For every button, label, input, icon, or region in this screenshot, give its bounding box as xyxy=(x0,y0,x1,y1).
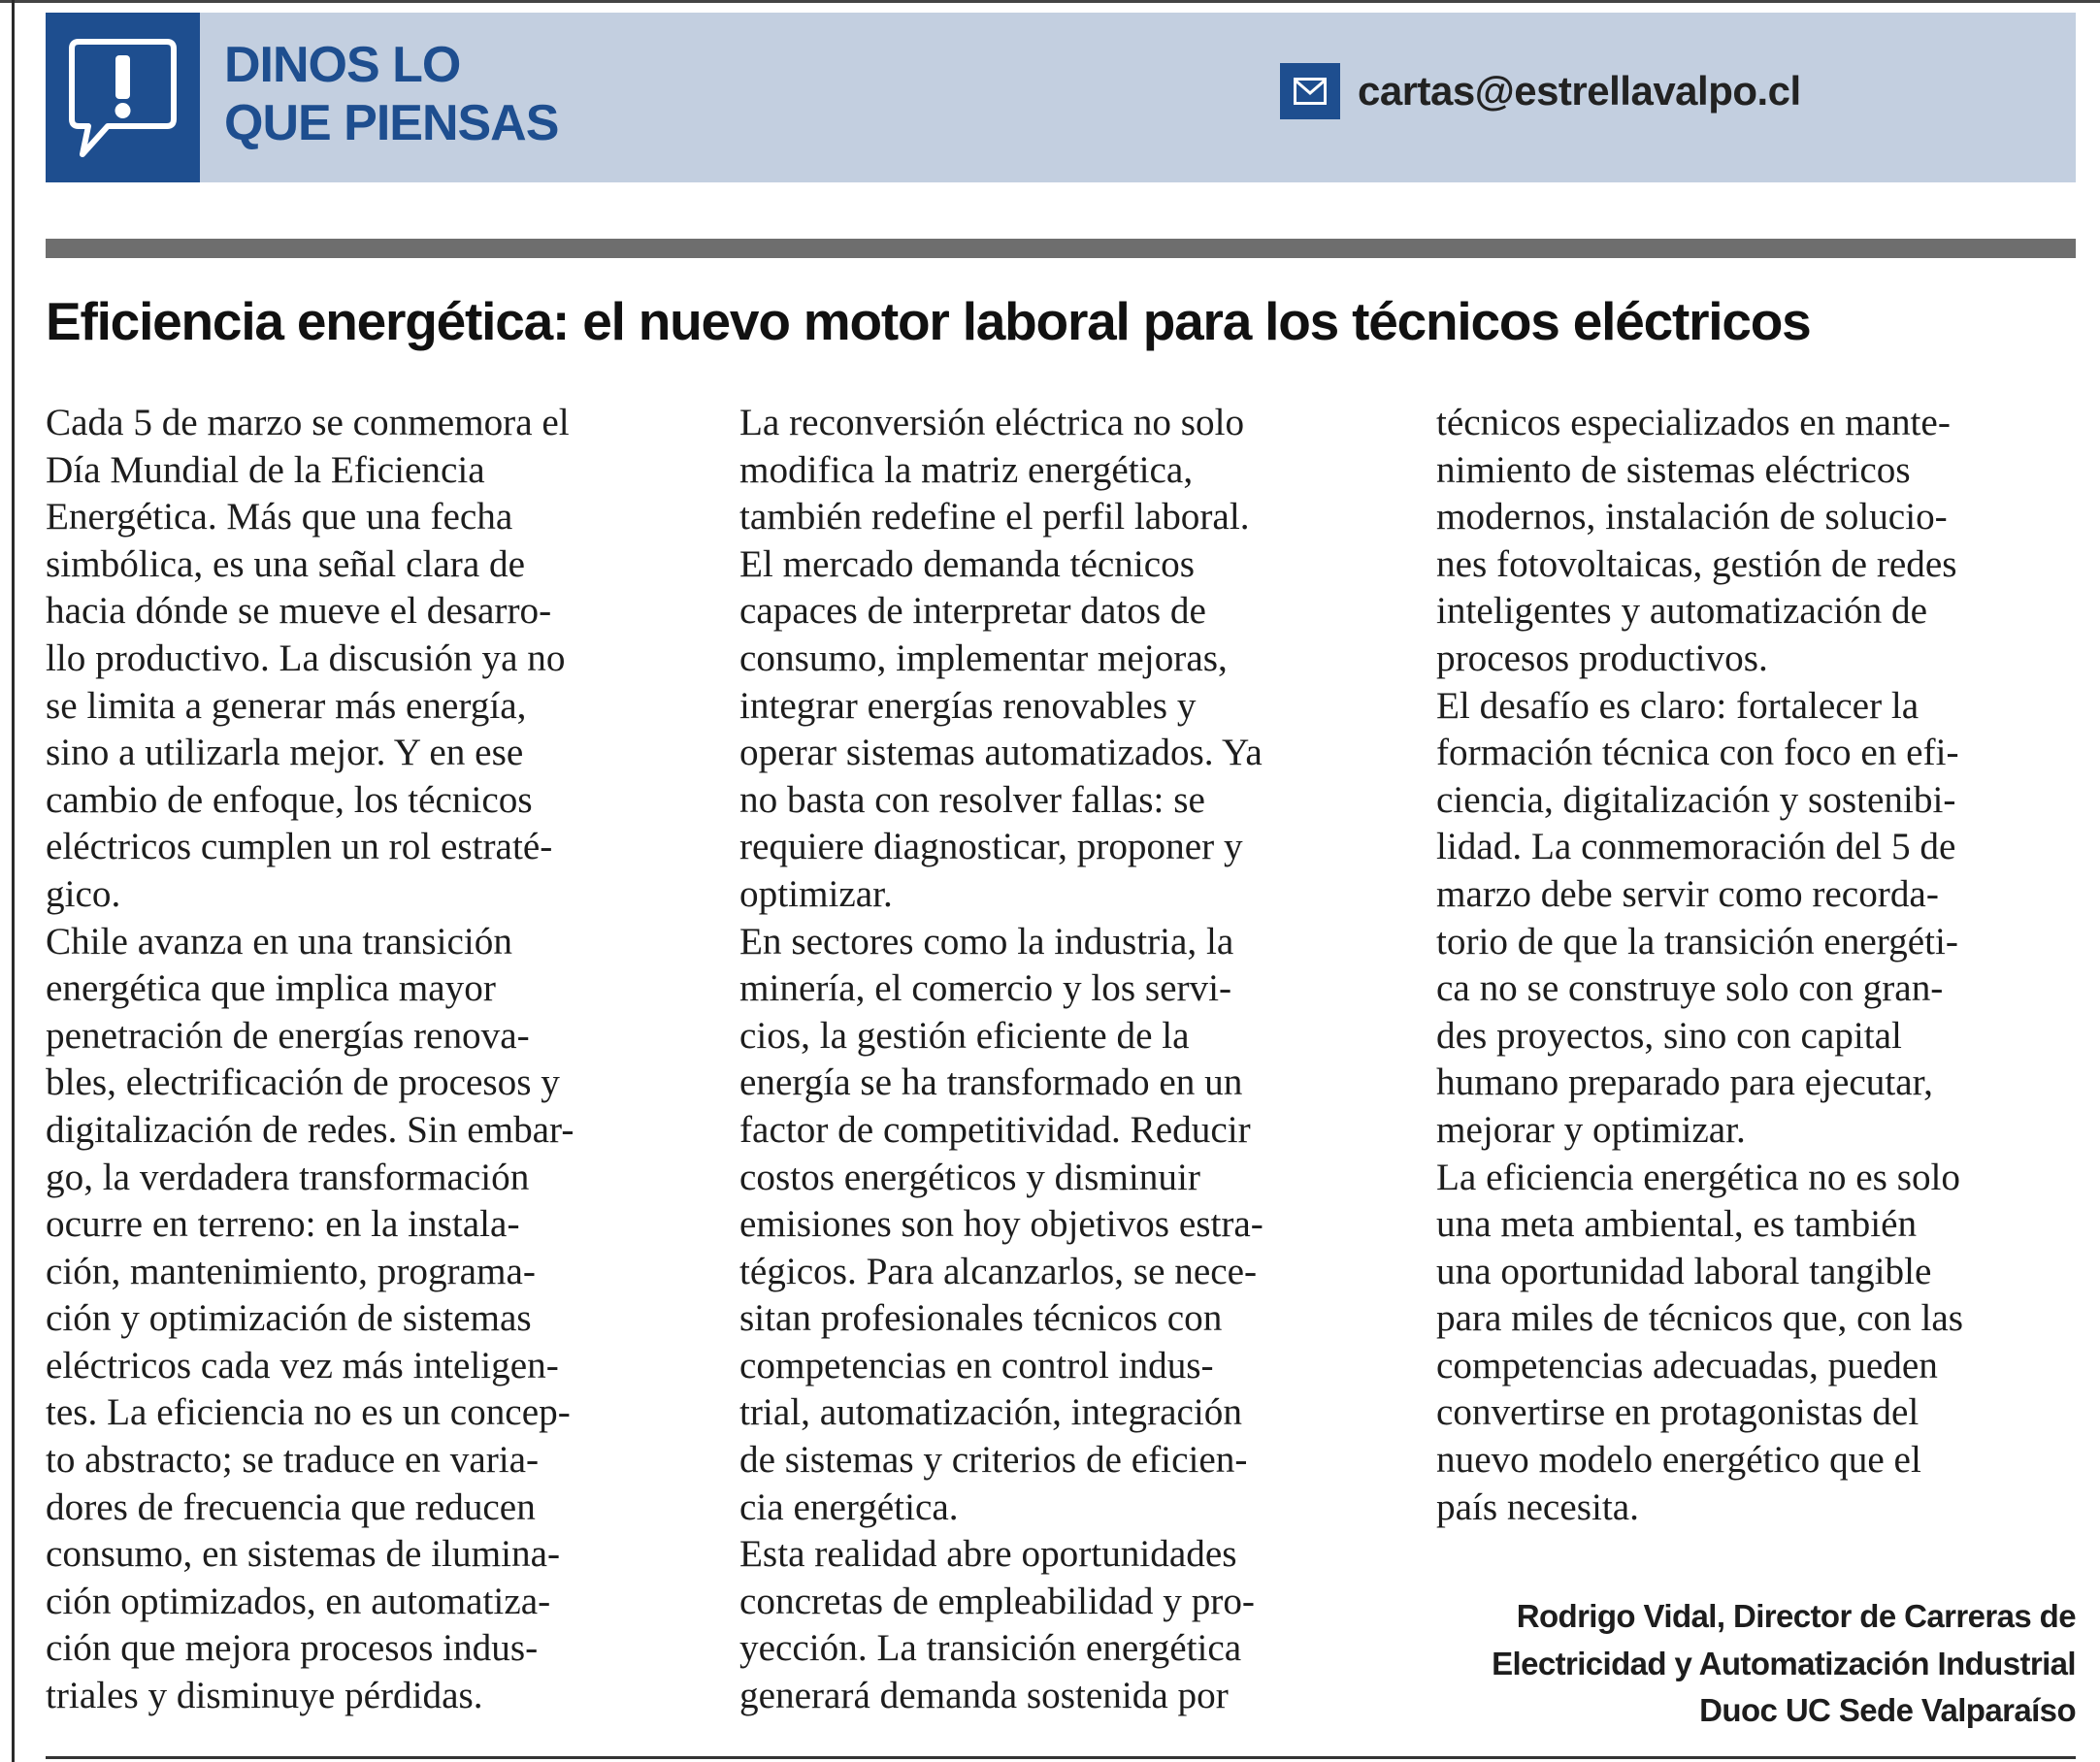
article-text-line: se limita a generar más energía, xyxy=(46,684,527,727)
article-text-line: bles, electrificación de procesos y xyxy=(46,1061,560,1104)
article-text-line: ciencia, digitalización y sostenibi- xyxy=(1436,778,1956,821)
article-text-line: integrar energías renovables y xyxy=(739,684,1197,727)
article-text-line: también redefine el perfil laboral. xyxy=(739,496,1250,538)
article-text-line: humano preparado para ejecutar, xyxy=(1436,1061,1933,1104)
section-divider xyxy=(46,239,2076,258)
article-text-line: penetración de energías renova- xyxy=(46,1014,530,1057)
article-text-line: simbólica, es una señal clara de xyxy=(46,542,525,585)
article-text-line: energética que implica mayor xyxy=(46,967,496,1010)
signature-line: Duoc UC Sede Valparaíso xyxy=(1699,1692,2076,1728)
article-text-line: marzo debe servir como recorda- xyxy=(1436,872,1939,915)
article-text-line: dores de frecuencia que reducen xyxy=(46,1485,536,1528)
article-text-line: digitalización de redes. Sin embar- xyxy=(46,1108,574,1151)
article-text-line: Chile avanza en una transición xyxy=(46,920,512,963)
article-text-line: to abstracto; se traduce en varia- xyxy=(46,1439,540,1482)
article-headline: Eficiencia energética: el nuevo motor laboral para los técnicos eléctricos xyxy=(46,291,1811,351)
speech-bubble-exclamation-icon xyxy=(46,13,200,182)
article-text-line: ción que mejora procesos indus- xyxy=(46,1627,539,1670)
article-text-line: tégicos. Para alcanzarlos, se nece- xyxy=(739,1250,1258,1292)
article-text-line: procesos productivos. xyxy=(1436,636,1768,679)
article-text-line: de sistemas y criterios de eficien- xyxy=(739,1439,1248,1482)
article-text-line: minería, el comercio y los servi- xyxy=(739,967,1232,1010)
article-text-line: una meta ambiental, es también xyxy=(1436,1203,1918,1246)
article-text-line: El mercado demanda técnicos xyxy=(739,542,1195,585)
article-text-line: Energética. Más que una fecha xyxy=(46,496,513,538)
article-text-line: no basta con resolver fallas: se xyxy=(739,778,1205,821)
email-address-link[interactable]: cartas@estrellavalpo.cl xyxy=(1358,68,1801,114)
email-contact[interactable] xyxy=(1280,63,1801,119)
article-text-line: go, la verdadera transformación xyxy=(46,1156,530,1198)
article-text-line: nimiento de sistemas eléctricos xyxy=(1436,448,1911,491)
article-text-line: energía se ha transformado en un xyxy=(739,1061,1243,1104)
article-text-line: En sectores como la industria, la xyxy=(739,920,1234,963)
article-text-line: trial, automatización, integración xyxy=(739,1391,1242,1434)
article-text-line: para miles de técnicos que, con las xyxy=(1436,1297,1963,1340)
article-text-line: país necesita. xyxy=(1436,1485,1639,1528)
article-text-line: consumo, implementar mejoras, xyxy=(739,636,1228,679)
article-text-line: ca no se construye solo con gran- xyxy=(1436,967,1944,1010)
article-text-line: técnicos especializados en mante- xyxy=(1436,402,1951,443)
article-text-line: una oportunidad laboral tangible xyxy=(1436,1250,1932,1292)
article-text-line: ocurre en terreno: en la instala- xyxy=(46,1203,520,1246)
article-text-line: requiere diagnosticar, proponer y xyxy=(739,826,1243,868)
signature-line: Rodrigo Vidal, Director de Carreras de xyxy=(1516,1598,2076,1634)
article-text-line: competencias adecuadas, pueden xyxy=(1436,1344,1938,1387)
article-text-line: nuevo modelo energético que el xyxy=(1436,1439,1921,1482)
article-text-line: factor de competitividad. Reducir xyxy=(739,1108,1251,1151)
article-column-3 xyxy=(1436,400,2084,1531)
article-text-line: costos energéticos y disminuir xyxy=(739,1156,1200,1198)
author-signature xyxy=(1492,1593,2076,1735)
article-text-line: cia energética. xyxy=(739,1485,959,1528)
article-text-line: convertirse en protagonistas del xyxy=(1436,1391,1920,1434)
article-text-line: tes. La eficiencia no es un concep- xyxy=(46,1391,571,1434)
article-text-line: yección. La transición energética xyxy=(739,1627,1242,1670)
banner-title-line2: QUE PIENSAS xyxy=(224,95,559,151)
article-text-line: formación técnica con foco en efi- xyxy=(1436,732,1959,774)
article-text-line: cambio de enfoque, los técnicos xyxy=(46,778,533,821)
article-text-line: eléctricos cumplen un rol estraté- xyxy=(46,826,553,868)
letters-banner xyxy=(46,13,2076,182)
article-text-line: gico. xyxy=(46,872,121,915)
article-text-line: torio de que la transición energéti- xyxy=(1436,920,1958,963)
article-text-line: llo productivo. La discusión ya no xyxy=(46,636,566,679)
article-text-line: cios, la gestión eficiente de la xyxy=(739,1014,1190,1057)
article-text-line: ción, mantenimiento, programa- xyxy=(46,1250,536,1292)
article-text-line: mejorar y optimizar. xyxy=(1436,1108,1746,1151)
article-text-line: optimizar. xyxy=(739,872,893,915)
article-text-line: modifica la matriz energética, xyxy=(739,448,1194,491)
article-text-line: Esta realidad abre oportunidades xyxy=(739,1533,1237,1576)
article-column-1 xyxy=(46,400,701,1720)
article-text-line: ción y optimización de sistemas xyxy=(46,1297,532,1340)
top-rule xyxy=(0,0,2100,3)
article-text-line: eléctricos cada vez más inteligen- xyxy=(46,1344,559,1387)
article-text-line: Día Mundial de la Eficiencia xyxy=(46,448,485,491)
banner-title-line1: DINOS LO xyxy=(224,37,461,93)
article-text-line: capaces de interpretar datos de xyxy=(739,590,1206,633)
article-text-line: inteligentes y automatización de xyxy=(1436,590,1927,633)
article-text-line: triales y disminuye pérdidas. xyxy=(46,1675,483,1717)
article-text-line: generará demanda sostenida por xyxy=(739,1675,1229,1717)
banner-title xyxy=(224,36,558,152)
article-column-2 xyxy=(739,400,1404,1720)
article-text-line: El desafío es claro: fortalecer la xyxy=(1436,684,1920,727)
envelope-icon xyxy=(1280,63,1340,119)
article-text-line: competencias en control indus- xyxy=(739,1344,1214,1387)
article-text-line: ción optimizados, en automatiza- xyxy=(46,1580,551,1622)
article-text-line: La eficiencia energética no es solo xyxy=(1436,1156,1961,1198)
bottom-rule xyxy=(46,1756,2076,1759)
article-text-line: sino a utilizarla mejor. Y en ese xyxy=(46,732,524,774)
article-text-line: operar sistemas automatizados. Ya xyxy=(739,732,1263,774)
article-text-line: sitan profesionales técnicos con xyxy=(739,1297,1223,1340)
article-text-line: hacia dónde se mueve el desarro- xyxy=(46,590,552,633)
article-text-line: concretas de empleabilidad y pro- xyxy=(739,1580,1255,1622)
article-text-line: lidad. La conmemoración del 5 de xyxy=(1436,826,1956,868)
signature-line: Electricidad y Automatización Industrial xyxy=(1492,1645,2076,1681)
article-text-line: emisiones son hoy objetivos estra- xyxy=(739,1203,1263,1246)
article-text-line: consumo, en sistemas de ilumina- xyxy=(46,1533,561,1576)
article-text-line: La reconversión eléctrica no solo xyxy=(739,402,1245,443)
article-text-line: nes fotovoltaicas, gestión de redes xyxy=(1436,542,1957,585)
article-text-line: Cada 5 de marzo se conmemora el xyxy=(46,402,570,443)
article-text-line: des proyectos, sino con capital xyxy=(1436,1014,1902,1057)
left-column-rule xyxy=(12,0,15,1762)
article-text-line: modernos, instalación de solucio- xyxy=(1436,496,1948,538)
